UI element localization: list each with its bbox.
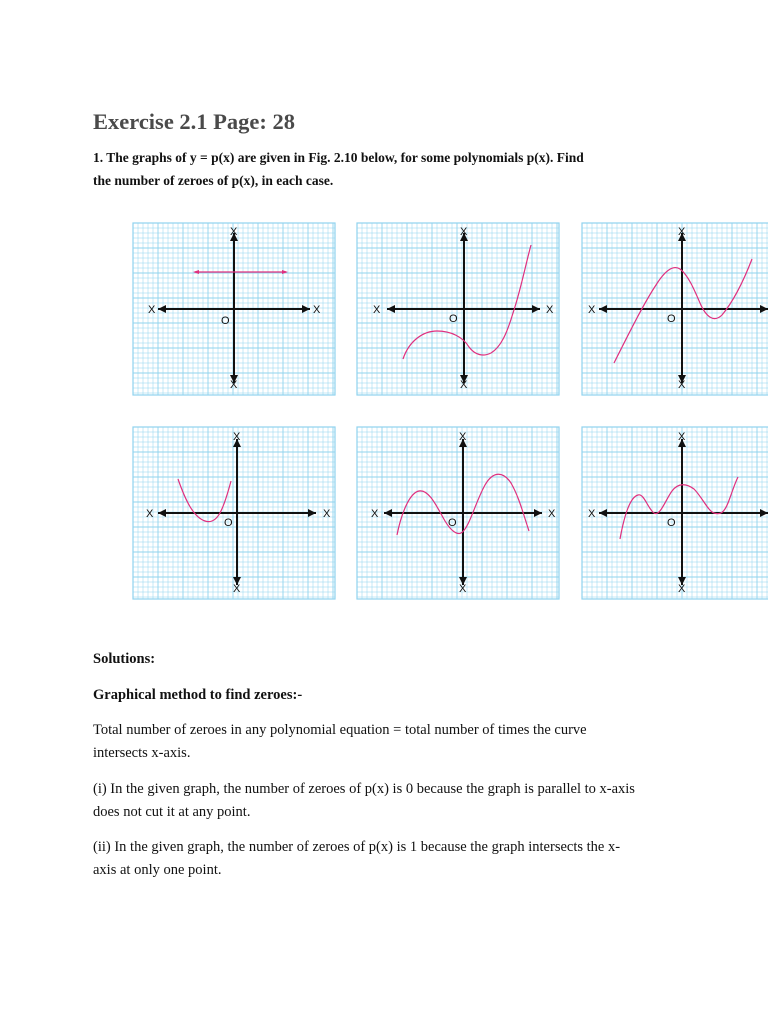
y-axis-label-bottom: X [678,379,686,391]
x-axis-label-right: X [323,508,331,520]
y-axis-label-bottom: X [678,583,686,595]
origin-label: O [667,313,676,325]
y-axis-label-top: X [460,226,468,238]
question-line: the number of zeroes of p(x), in each case. [93,173,334,188]
y-axis-label-bottom: X [233,583,241,595]
y-axis-label-top: X [678,431,686,443]
y-axis-label-bottom: X [460,379,468,391]
solution-ii [93,836,693,881]
y-axis-label-bottom: X [459,583,467,595]
solutions-title: Solutions: [93,651,156,667]
text-line: (ii) In the given graph, the number of zeroes of p(x) is 1 because the graph intersects the x- [93,839,621,855]
y-axis-label-top: X [233,431,241,443]
graph-ii [357,223,559,395]
x-axis-label-left: X [588,304,596,316]
y-axis-label-top: X [230,226,238,238]
origin-label: O [221,315,230,327]
x-axis-label-right: X [548,508,556,520]
x-axis-label-right: X [546,304,554,316]
solution-intro [93,719,693,764]
x-axis-label-left: X [373,304,381,316]
x-axis-label-right: X [313,304,321,316]
question-text [93,146,693,192]
method-title: Graphical method to find zeroes:- [93,687,303,703]
y-axis-label-bottom: X [230,379,238,391]
text-line: does not cut it at any point. [93,803,251,820]
y-axis-label-top: X [678,226,686,238]
curve-vi [620,477,738,539]
graph-iv [133,427,335,599]
y-axis-label-top: X [459,431,467,443]
graph-vi [582,427,768,599]
x-axis-label-left: X [588,508,596,520]
text-line: (i) In the given graph, the number of zeroes of p(x) is 0 because the graph is parallel to x-axis [93,781,635,797]
solution-i [93,778,693,823]
x-axis-label-left: X [148,304,156,316]
text-line: intersects x-axis. [93,744,191,761]
origin-label: O [449,313,458,325]
graph-i [133,223,335,395]
text-line: axis at only one point. [93,861,222,878]
origin-label: O [667,517,676,529]
page-title: Exercise 2.1 Page: 28 [93,109,296,134]
graph-v [357,427,559,599]
text-line: Total number of zeroes in any polynomial equation = total number of times the curve [93,722,587,738]
x-axis-label-left: X [371,508,379,520]
graph-iii [582,223,768,395]
question-line: 1. The graphs of y = p(x) are given in Fig. 2.10 below, for some polynomials p(x). Find [93,150,584,165]
origin-label: O [448,517,457,529]
origin-label: O [224,517,233,529]
x-axis-label-left: X [146,508,154,520]
